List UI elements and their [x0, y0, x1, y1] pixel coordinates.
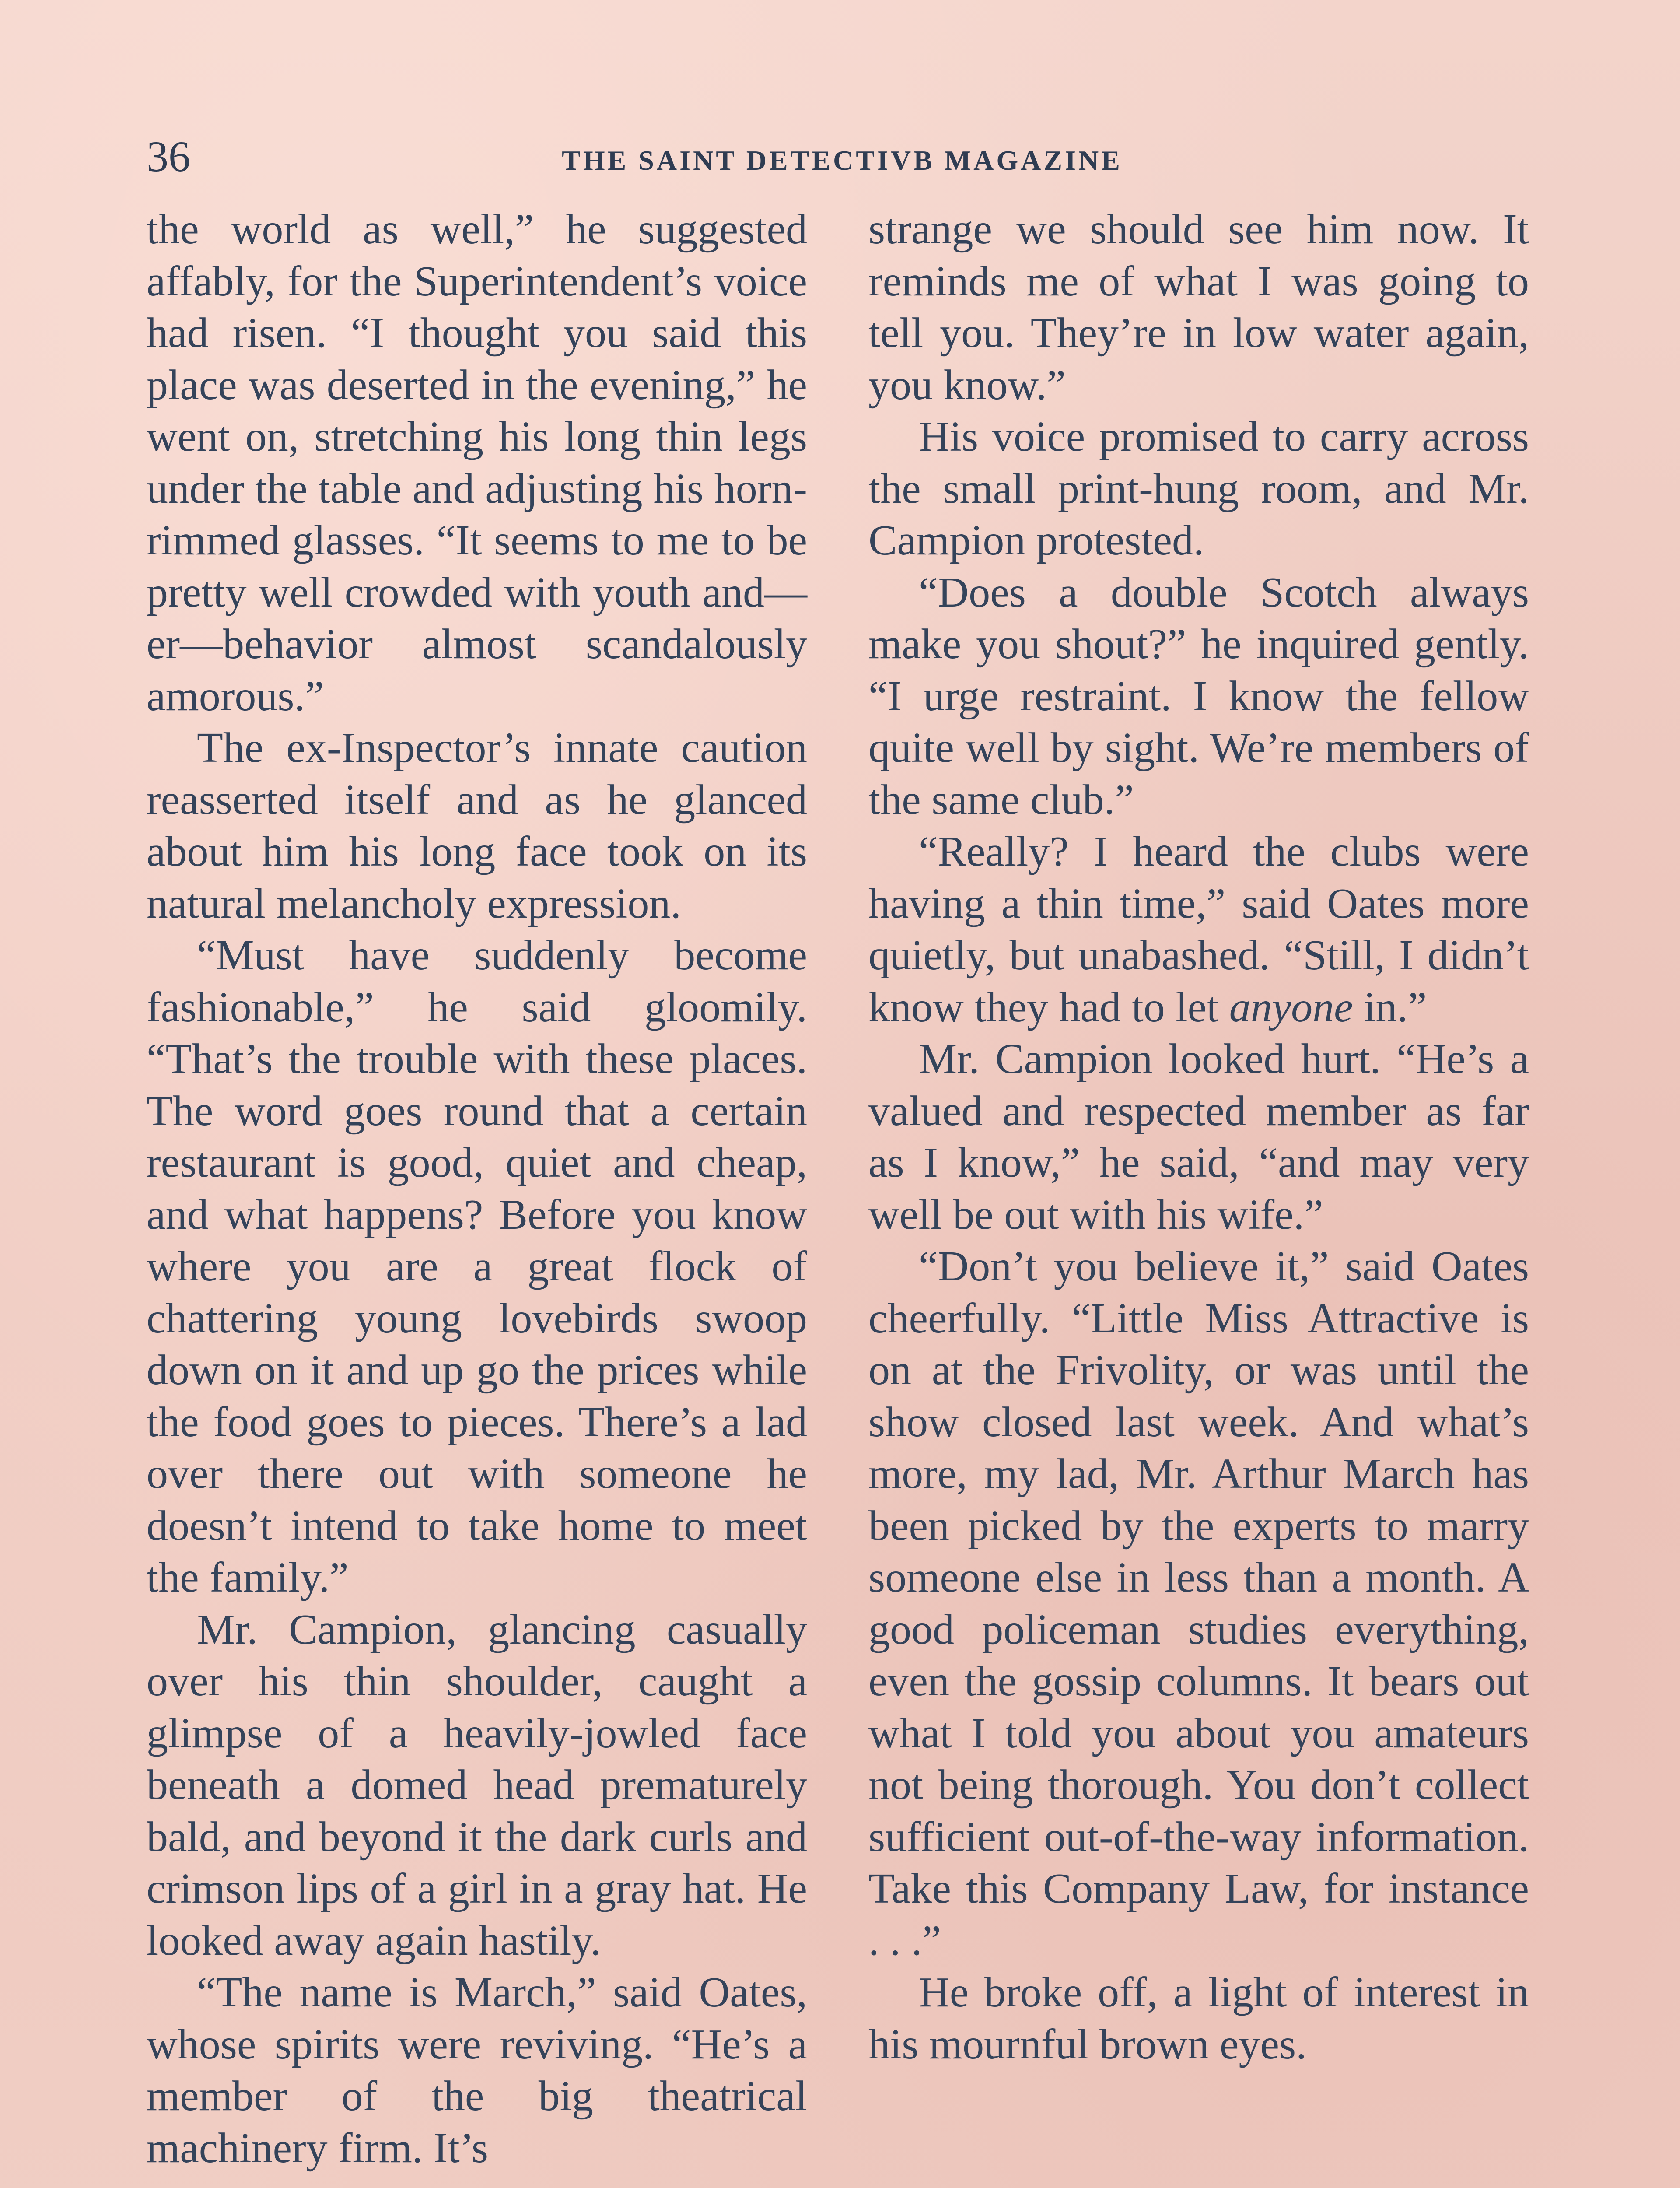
paragraph: strange we should see him now. It reminds me of what I was going to tell you. They’re in low water again, you know.” — [868, 206, 1529, 409]
right-column — [868, 203, 1529, 2070]
running-head: THE SAINT DETECTIVB MAGAZINE — [562, 145, 1123, 176]
paragraph: The ex-Inspector’s innate caution reasserted itself and as he glanced about him his long face took on its natural melancholy expression. — [147, 724, 807, 927]
paragraph: “Must have suddenly become fashionable,” he said gloomily. “That’s the trouble with these places. The word goes round that a certain restaurant is good, quiet and cheap, and what happens? Before you know where you are a great flock of chattering young lovebirds swoop down on it and up go the prices while the food goes to pieces. There’s a lad over there out with someone he doesn’t intend to take home to meet the family.” — [147, 932, 807, 1601]
paragraph: Mr. Campion, glancing casually over his thin shoulder, caught a glimpse of a heavily-jowled face beneath a domed head prematurely bald, and beyond it the dark curls and crimson lips of a girl in a gray hat. He looked away again hastily. — [147, 1606, 807, 1964]
paragraph-text: in.” — [1353, 983, 1427, 1031]
paragraph: Mr. Campion looked hurt. “He’s a valued and respected member as far as I know,” he said, “and may very well be out with his wife.” — [868, 1035, 1529, 1238]
paragraph: the world as well,” he suggested affably, for the Superintendent’s voice had risen. “I thought you said this place was deserted in the evening,” he went on, stretching his long thin legs under the table and adjusting his horn-rimmed glasses. “It seems to me to be pretty well crowded with youth and—er—behavior almost scandalously amorous.” — [147, 206, 807, 720]
paragraph: “Don’t you believe it,” said Oates cheerfully. “Little Miss Attractive is on at the Frivolity, or was until the show closed last week. And what’s more, my lad, Mr. Arthur March has been picked by the experts to marry someone else in less than a month. A good policeman studies everything, even the gossip columns. It bears out what I told you about you amateurs not being thorough. You don’t collect sufficient out-of-the-way information. Take this Company Law, for instance . . .” — [868, 1243, 1529, 1964]
paragraph: “The name is March,” said Oates, whose spirits were reviving. “He’s a member of the big theatrical machinery firm. It’s — [147, 1969, 807, 2172]
paragraph — [868, 826, 1529, 1033]
paragraph-text: “Really? I heard the clubs were having a thin time,” said Oates more quietly, but unabashed. “Still, I didn’t know they had to let — [868, 828, 1529, 1031]
paragraph: “Does a double Scotch always make you shout?” he inquired gently. “I urge restraint. I know the fellow quite well by sight. We’re members of the same club.” — [868, 568, 1529, 824]
page-number: 36 — [147, 132, 190, 181]
paragraph: His voice promised to carry across the small print-hung room, and Mr. Campion protested. — [868, 413, 1529, 564]
page-header — [147, 131, 1538, 188]
paragraph: He broke off, a light of interest in his mournful brown eyes. — [868, 1969, 1529, 2068]
emphasis-text: anyone — [1229, 983, 1353, 1031]
left-column — [147, 203, 807, 2174]
